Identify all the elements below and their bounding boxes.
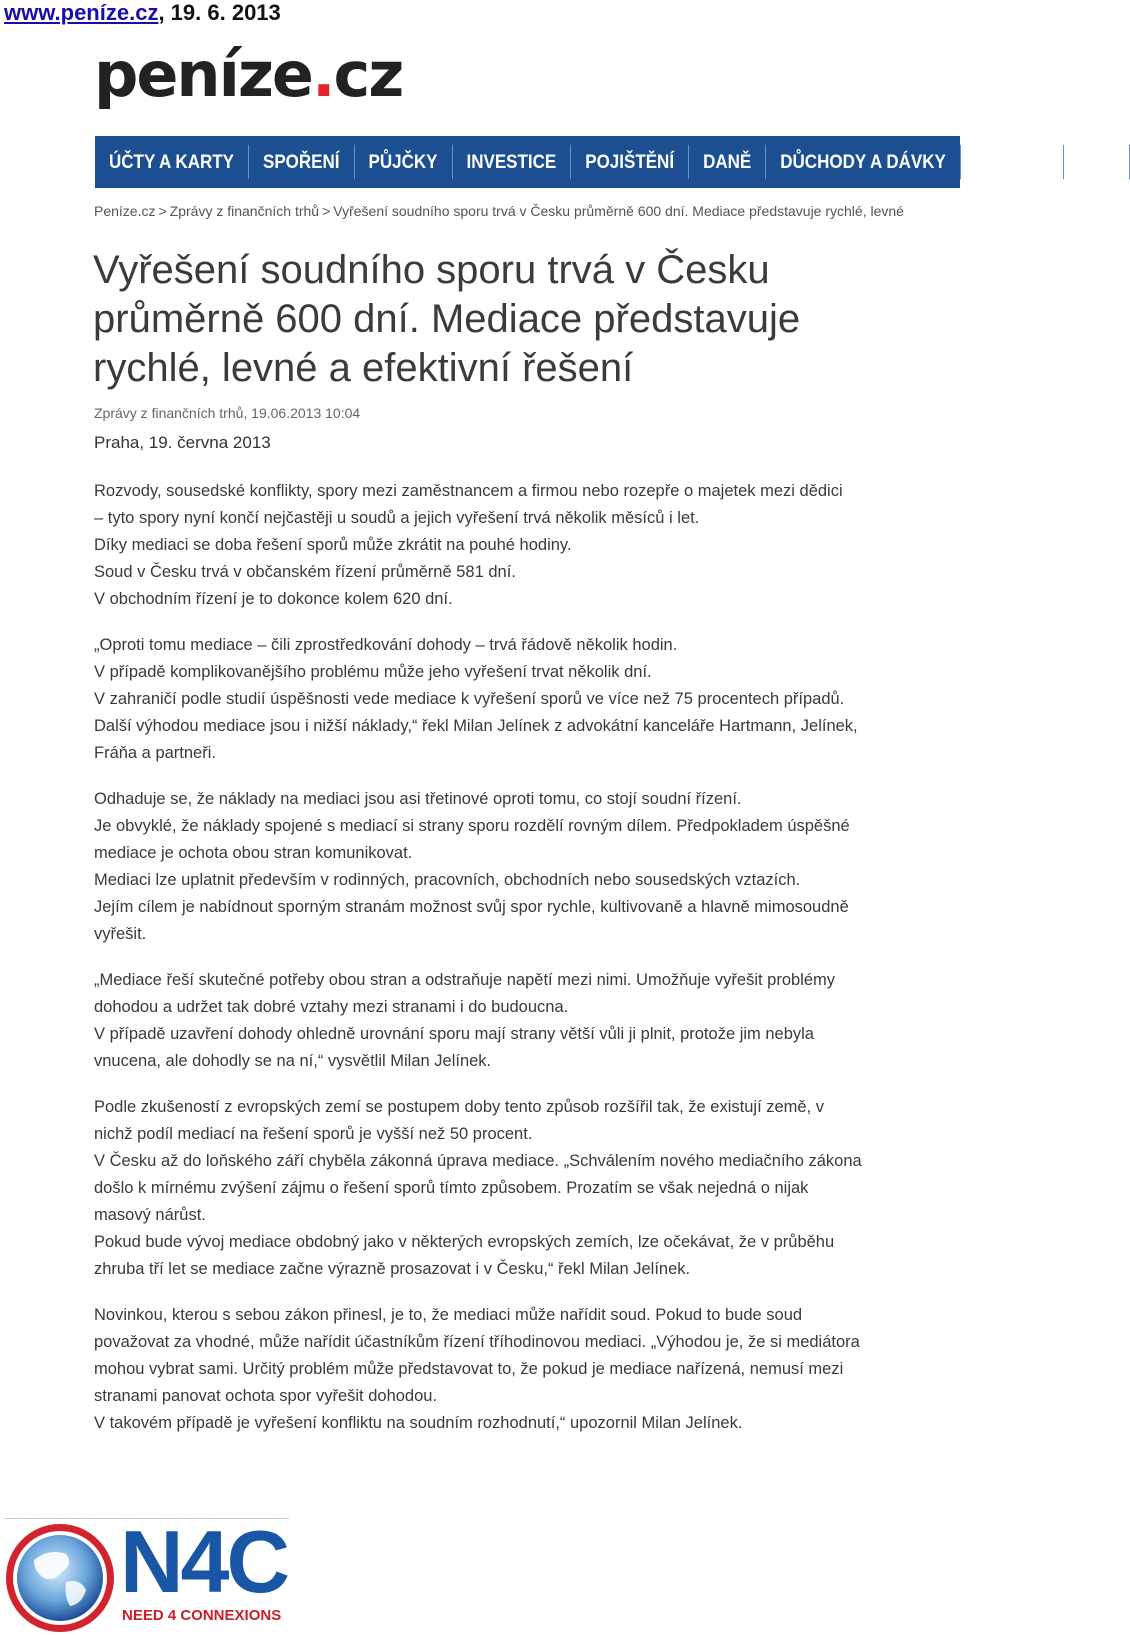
paragraph-line: Fráňa a partneři. [94,744,216,762]
breadcrumb-separator: > [158,203,167,219]
main-nav [95,136,1116,188]
nav-item-sporeni[interactable]: SPOŘENÍ [249,145,355,180]
paragraph-line: V obchodním řízení je to dokonce kolem 620 dní. [94,590,453,608]
paragraph-line: masový nárůst. [94,1206,206,1224]
paragraph-line: vnucena, ale dohodly se na ní,“ vysvětlil Milan Jelínek. [94,1052,492,1070]
paragraph-line: Další výhodou mediace jsou i nižší náklady,“ řekl Milan Jelínek z advokátní kanceláře Hartmann, Jelínek, [94,717,858,735]
paragraph-line: V zahraničí podle studií úspěšnosti vede mediace k vyřešení sporů ve více než 75 procentech případů. [94,690,845,708]
source-date: , 19. 6. 2013 [158,0,281,25]
article-paragraph [94,632,934,767]
nav-item-pujcky[interactable]: PŮJČKY [355,145,453,180]
paragraph-line: nichž podíl mediací na řešení sporů je vyšší než 50 procent. [94,1125,533,1143]
nav-item-duchody-a-davky[interactable]: DŮCHODY A DÁVKY [766,145,961,180]
logo-dot: . [311,38,334,111]
paragraph-line: mohou vybrat sami. Určitý problém může představovat to, že pokud je mediace nařízená, nemusí mezi [94,1360,844,1378]
nav-item-dane[interactable]: DANĚ [689,145,766,180]
paragraph-line: Podle zkušeností z evropských zemí se postupem doby tento způsob rozšířil tak, že existují země, v [94,1098,825,1116]
paragraph-line: V takovém případě je vyřešení konfliktu na soudním rozhodnutí,“ upozornil Milan Jelínek. [94,1414,743,1432]
paragraph-line: stranami panovat ochota spor vyřešit dohodou. [94,1387,438,1405]
paragraph-line: Pokud bude vývoj mediace obdobný jako v některých evropských zemích, lze očekávat, že v průběhu [94,1233,835,1251]
nav-item-investice[interactable]: INVESTICE [453,145,572,180]
article-dateline: Praha, 19. června 2013 [94,433,271,452]
paragraph-line: – tyto spory nyní končí nejčastěji u soudů a jejich vyřešení trvá několik měsíců i let. [94,509,700,527]
paragraph-line: považovat za vhodné, může nařídit účastníkům řízení tříhodinovou mediaci. „Výhodou je, že si mediátora [94,1333,860,1351]
logo-tld: cz [333,38,403,111]
breadcrumb [94,203,960,219]
breadcrumb-item-section[interactable]: Zprávy z finančních trhů [169,203,320,219]
paragraph-line: Díky mediaci se doba řešení sporů může zkrátit na pouhé hodiny. [94,536,572,554]
breadcrumb-item-current: Vyřešení soudního sporu trvá v Česku průměrně 600 dní. Mediace představuje rychlé, levné [333,203,904,219]
source-link[interactable]: www.peníze.cz [4,0,159,25]
paragraph-line: zhruba tří let se mediace začne výrazně prosazovat i v Česku,“ řekl Milan Jelínek. [94,1260,691,1278]
site-logo[interactable] [94,38,402,111]
paragraph-line: V Česku až do loňského září chyběla zákonná úprava mediace. „Schválením nového mediačního zákona [94,1152,862,1170]
paragraph-line: V případě uzavření dohody ohledně urovnání sporu mají strany větší vůli ji plnit, protože jim nebyla [94,1025,814,1043]
paragraph-line: Mediaci lze uplatnit především v rodinných, pracovních, obchodních nebo sousedských vztazích. [94,871,801,889]
article-paragraph [94,967,934,1075]
nav-item-zam[interactable]: ZAM [1064,145,1130,180]
paragraph-line: vyřešit. [94,925,147,943]
paragraph-line: Novinkou, kterou s sebou zákon přinesl, je to, že mediaci může nařídit soud. Pokud to bude soud [94,1306,803,1324]
article-paragraph [94,786,934,948]
breadcrumb-separator: > [322,203,331,219]
paragraph-line: došlo k mírnému zvýšení zájmu o řešení sporů tímto způsobem. Prozatím se však nejedná o nijak [94,1179,809,1197]
article-body [94,478,934,1456]
paragraph-line: „Oproti tomu mediace – čili zprostředkování dohody – trvá řádově několik hodin. [94,636,678,654]
article-paragraph [94,1094,934,1283]
n4c-logo-text: N4C [120,1512,288,1611]
paragraph-line: Odhaduje se, že náklady na mediaci jsou asi třetinové oproti tomu, co stojí soudní řízení. [94,790,742,808]
source-line [4,0,281,26]
nav-item-ucty-a-karty[interactable]: ÚČTY A KARTY [95,145,249,180]
n4c-logo-subtitle: NEED 4 CONNEXIONS [122,1607,282,1624]
logo-name: peníze [94,38,312,111]
article-meta: Zprávy z finančních trhů, 19.06.2013 10:04 [94,405,361,421]
article-paragraph [94,1302,934,1437]
article-paragraph [94,478,934,613]
article-title: Vyřešení soudního sporu trvá v Česku průměrně 600 dní. Mediace představuje rychlé, levné a efektivní řešení [93,248,801,390]
paragraph-line: V případě komplikovanějšího problému může jeho vyřešení trvat několik dní. [94,663,652,681]
breadcrumb-item-home[interactable]: Peníze.cz [94,203,156,219]
paragraph-line: mediace je ochota obou stran komunikovat. [94,844,413,862]
paragraph-line: Je obvyklé, že náklady spojené s mediací si strany sporu rozdělí rovným dílem. Předpokladem úspěšné [94,817,850,835]
nav-item-bydleni[interactable]: BYDLENÍ [961,145,1065,180]
paragraph-line: Jejím cílem je nabídnout sporným stranám možnost svůj spor rychle, kultivovaně a hlavně mimosoudně [94,898,849,916]
paragraph-line: dohodou a udržet tak dobré vztahy mezi stranami i do budoucna. [94,998,569,1016]
nav-item-pojisteni[interactable]: POJIŠTĚNÍ [571,145,689,180]
paragraph-line: „Mediace řeší skutečné potřeby obou stran a odstraňuje napětí mezi nimi. Umožňuje vyřešit problémy [94,971,836,989]
paragraph-line: Rozvody, sousedské konflikty, spory mezi zaměstnancem a firmou nebo rozepře o majetek mezi dědici [94,482,843,500]
paragraph-line: Soud v Česku trvá v občanském řízení průměrně 581 dní. [94,563,516,581]
